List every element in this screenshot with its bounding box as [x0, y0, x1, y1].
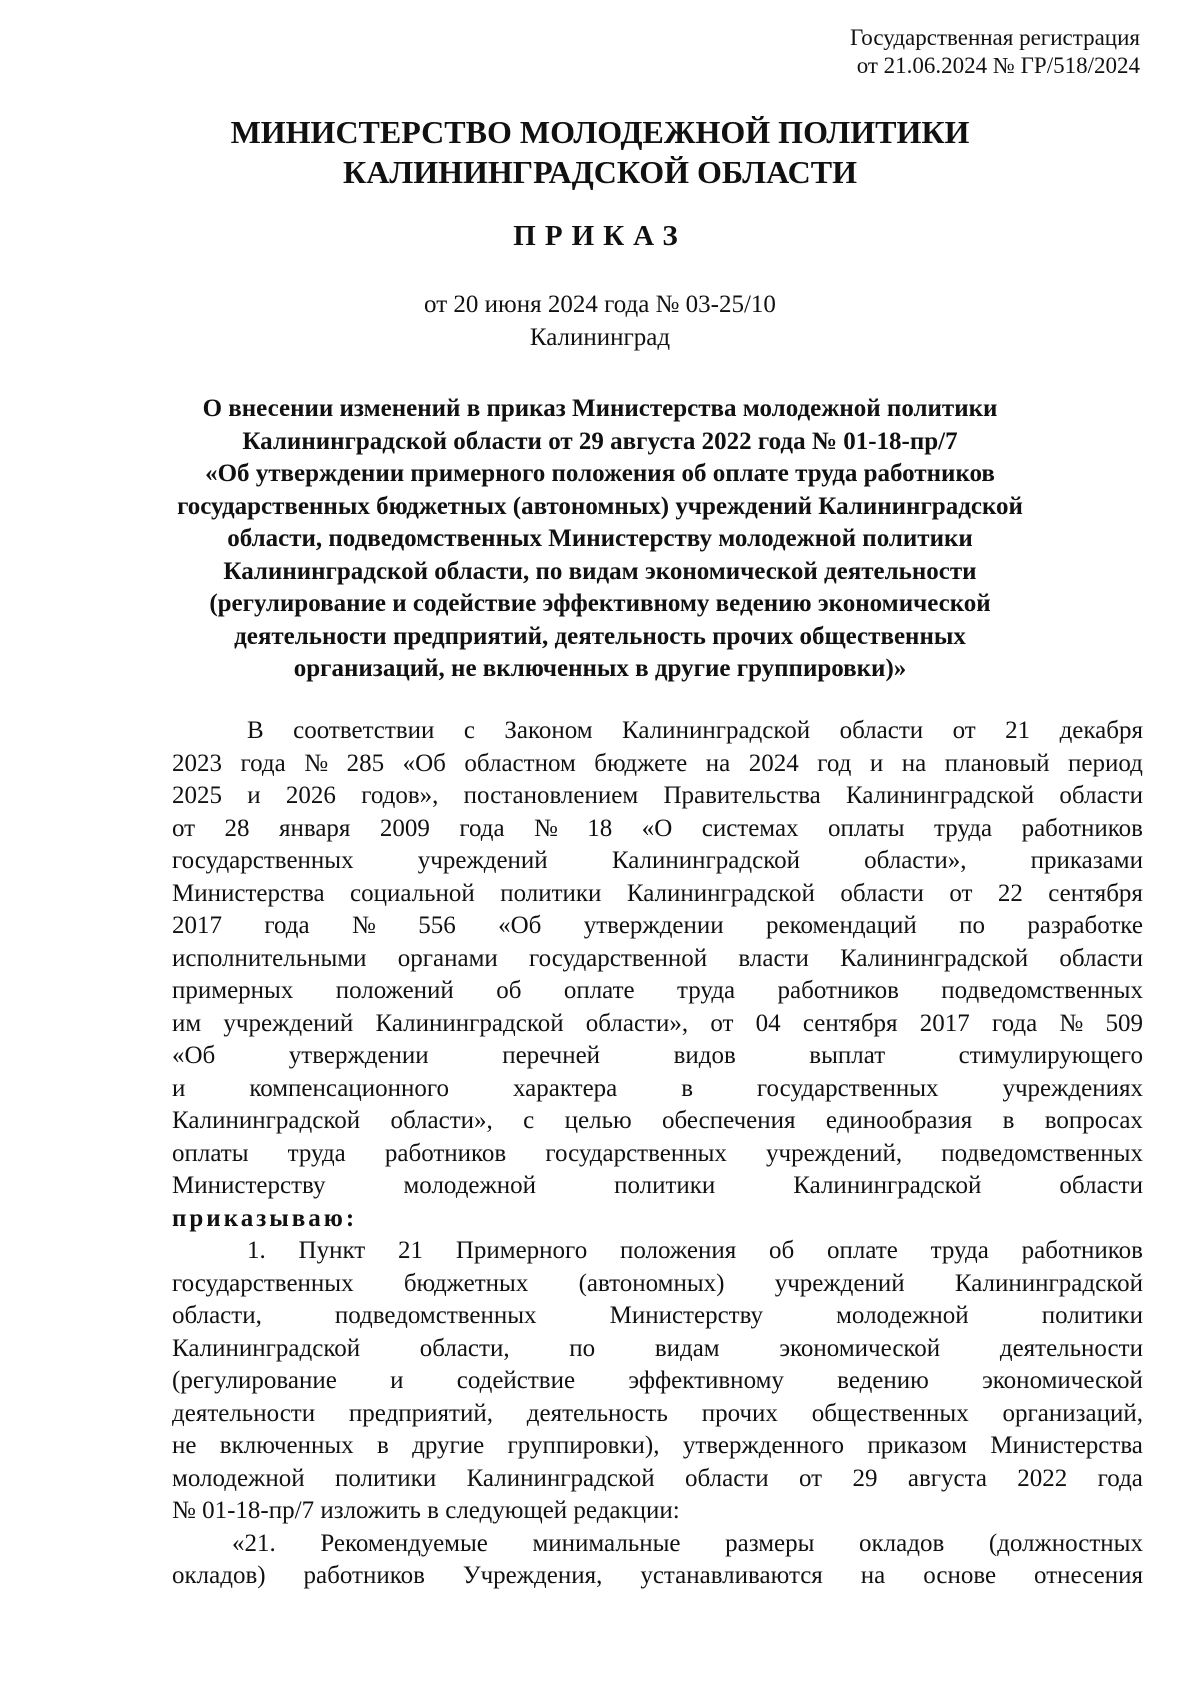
word: от — [952, 717, 976, 744]
word: Правительства — [663, 782, 821, 809]
word: единообразия — [825, 1107, 973, 1134]
text-line — [172, 1008, 1143, 1041]
word: содействие — [456, 1367, 576, 1394]
word: размеры — [725, 1529, 815, 1557]
word: января — [278, 814, 351, 842]
word: года — [459, 814, 505, 842]
word: работников — [303, 1562, 425, 1589]
word: Калининградской — [840, 944, 1029, 972]
word: не — [172, 1432, 197, 1459]
word: года — [240, 749, 286, 777]
word: годов», — [361, 782, 439, 809]
word: подведомственных — [941, 1139, 1143, 1167]
word: учреждений — [774, 1269, 905, 1297]
word: приказом — [867, 1432, 968, 1459]
word: на — [705, 749, 731, 777]
word: от — [710, 1009, 734, 1037]
registration-stamp — [850, 24, 1140, 80]
word: (автономных) — [578, 1269, 725, 1297]
word: Калининградской — [626, 879, 815, 907]
word: включенных — [219, 1432, 354, 1459]
word: области, — [172, 1302, 262, 1329]
subject-line: Калининградской области от 29 августа 2022 года № 01-18-пр/7 — [242, 427, 958, 455]
word: общественных — [811, 1399, 969, 1427]
word: выплат — [809, 1042, 886, 1069]
word: деятельности — [999, 1334, 1143, 1362]
word: оплаты — [828, 814, 905, 842]
word: прочих — [701, 1399, 778, 1427]
word: перечней — [502, 1042, 601, 1069]
text-line — [172, 1463, 1143, 1496]
word: примерных — [172, 977, 294, 1004]
word: работников — [777, 977, 899, 1004]
word: вопросах — [1044, 1107, 1143, 1134]
subject-line: Калининградской области, по видам экономической деятельности — [223, 557, 977, 585]
word: Министерству — [609, 1302, 764, 1329]
order-meta — [0, 288, 1200, 354]
word: государственной — [529, 944, 708, 972]
word: оплате — [827, 1237, 898, 1264]
decree-word: приказываю: — [172, 1204, 358, 1232]
word: государственных — [545, 1139, 727, 1167]
word: 2023 — [172, 749, 222, 777]
text-line — [172, 1040, 1143, 1073]
word: 556 — [418, 912, 456, 939]
text-line — [172, 943, 1143, 976]
text-line — [172, 715, 1143, 748]
word: Калининградской — [375, 1009, 564, 1037]
word: области — [1059, 944, 1143, 972]
word: Учреждения, — [462, 1562, 603, 1589]
word: молодежной — [836, 1302, 969, 1329]
decree-line — [172, 1203, 1143, 1236]
word: Министерства — [990, 1432, 1143, 1459]
word: и — [869, 749, 884, 777]
word: 2025 — [172, 782, 222, 809]
word: соответствии — [293, 717, 435, 744]
word: «Об — [498, 912, 542, 939]
word: Калининградской — [172, 1334, 361, 1362]
word: работников — [1021, 1237, 1143, 1264]
word: года — [264, 912, 310, 939]
word: года — [1097, 1464, 1143, 1492]
word: 285 — [346, 749, 385, 777]
word: государственных — [172, 1269, 354, 1297]
word: об — [769, 1237, 795, 1264]
text-line — [172, 1528, 1143, 1561]
word: эффективному — [628, 1367, 784, 1394]
word: окладов) — [172, 1562, 266, 1589]
word: В — [247, 717, 264, 744]
word: по — [569, 1334, 596, 1362]
word: утверждении — [583, 912, 724, 939]
word: Калининградской — [622, 717, 811, 744]
word: Министерству — [172, 1172, 326, 1199]
word: «Об — [402, 749, 446, 777]
word: на — [860, 1562, 886, 1589]
text-line — [172, 1365, 1143, 1398]
word: разработке — [1027, 912, 1143, 939]
word: предприятий, — [348, 1399, 493, 1427]
word: утверждении — [288, 1042, 429, 1069]
text-line — [172, 1105, 1143, 1138]
word: характера — [512, 1074, 618, 1102]
word: экономической — [779, 1334, 941, 1362]
subject-line: организаций, не включенных в другие группировки)» — [293, 655, 907, 682]
text-line — [172, 1138, 1143, 1171]
word: 21 — [398, 1237, 424, 1264]
word: области», — [390, 1107, 493, 1134]
word: Калининградской — [954, 1269, 1143, 1297]
word: 2009 — [379, 814, 430, 842]
text-line — [172, 1430, 1143, 1463]
word: труда — [677, 977, 736, 1004]
word: «Об — [172, 1042, 216, 1069]
order-body — [172, 715, 1143, 1593]
word: им — [172, 1009, 202, 1037]
word: области, — [419, 1334, 510, 1362]
word: труда — [287, 1139, 346, 1167]
word: № — [533, 814, 558, 842]
text-line — [172, 878, 1143, 911]
word: Калининградской — [846, 782, 1035, 809]
subject-line: (регулирование и содействие эффективному ведению экономической — [209, 590, 991, 617]
word: учреждений — [417, 847, 548, 874]
word: сентября — [1048, 879, 1143, 907]
word: видов — [673, 1042, 736, 1069]
word: целью — [564, 1107, 632, 1134]
word: года — [991, 1009, 1038, 1037]
word: государственных — [756, 1074, 939, 1102]
word: основе — [923, 1562, 997, 1589]
word: № — [304, 749, 329, 777]
text-line — [172, 1073, 1143, 1106]
word: учреждений, — [766, 1139, 903, 1167]
order-subject — [100, 393, 1100, 686]
subject-line: области, подведомственных Министерству молодежной политики — [227, 525, 973, 552]
word: оплаты — [172, 1139, 249, 1167]
word: деятельность — [526, 1399, 668, 1427]
word: органами — [397, 944, 498, 972]
word: 2024 — [748, 749, 799, 777]
word: оплате — [563, 977, 635, 1004]
subject-line: государственных бюджетных (автономных) учреждений Калининградской — [177, 492, 1023, 520]
word: (регулирование — [172, 1367, 337, 1394]
text-line — [172, 1333, 1143, 1366]
word: стимулирующего — [958, 1042, 1143, 1069]
word: политики — [614, 1172, 716, 1199]
word: декабря — [1059, 717, 1143, 744]
word: области — [1059, 782, 1143, 809]
registration-line-2: от 21.06.2024 № ГР/518/2024 — [856, 53, 1140, 78]
word: областном — [464, 749, 576, 777]
text-line — [172, 975, 1143, 1008]
word: бюджете — [594, 749, 688, 777]
ministry-title-line-2: КАЛИНИНГРАДСКОЙ ОБЛАСТИ — [343, 154, 857, 190]
word: об — [496, 977, 522, 1004]
word: утвержденного — [682, 1432, 844, 1459]
word: ведению — [837, 1367, 929, 1394]
word: политики — [500, 879, 602, 907]
order-date: от 20 июня 2024 года № 03-25/10 — [424, 291, 776, 318]
word: 2026 — [285, 782, 336, 809]
word: по — [959, 912, 986, 939]
ministry-title-line-1: МИНИСТЕРСТВО МОЛОДЕЖНОЙ ПОЛИТИКИ — [230, 114, 970, 150]
word: политики — [334, 1464, 437, 1492]
word: работников — [384, 1139, 507, 1167]
word: Калининградской — [172, 1107, 361, 1134]
word: Примерного — [455, 1237, 588, 1264]
word: молодежной — [403, 1172, 537, 1199]
word: обеспечения — [662, 1107, 796, 1134]
text-line — [172, 748, 1143, 781]
text-line — [172, 910, 1143, 943]
word: учреждений — [223, 1009, 354, 1037]
word: государственных — [172, 847, 354, 874]
word: Законом — [504, 717, 593, 744]
word: 04 — [755, 1009, 781, 1037]
word: от — [949, 879, 973, 907]
word: 21 — [1005, 717, 1031, 744]
text-line — [172, 1398, 1143, 1431]
word: 28 — [224, 814, 250, 842]
word: с — [463, 717, 475, 744]
word: политики — [1041, 1302, 1143, 1329]
text-line — [172, 1300, 1143, 1333]
word: другие — [412, 1432, 485, 1459]
word: с — [523, 1107, 535, 1134]
word: положений — [335, 977, 454, 1004]
word: от — [798, 1464, 823, 1492]
word: рекомендаций — [766, 912, 917, 939]
word: группировки), — [507, 1432, 660, 1459]
word: в — [1002, 1107, 1015, 1134]
word: 18 — [587, 814, 613, 842]
word: Калининградской — [793, 1172, 982, 1199]
word: Калининградской — [611, 847, 800, 874]
word: 29 — [852, 1464, 878, 1492]
word: видам — [654, 1334, 720, 1362]
text-line — [172, 1495, 1143, 1528]
word: Рекомендуемые — [320, 1529, 488, 1557]
word: власти — [738, 944, 809, 972]
word: постановлением — [463, 782, 639, 809]
word: № — [351, 912, 376, 939]
text-line — [172, 845, 1143, 878]
order-heading: ПРИКАЗ — [513, 220, 687, 252]
word: подведомственных — [941, 977, 1143, 1004]
word: 22 — [997, 879, 1023, 907]
subject-line: «Об утверждении примерного положения об оплате труда работников — [205, 460, 995, 487]
word: области», — [864, 847, 967, 874]
word: и — [390, 1367, 404, 1394]
word: 509 — [1105, 1009, 1143, 1037]
word: области — [839, 717, 924, 744]
word: Министерства — [172, 879, 325, 907]
word: экономической — [982, 1367, 1143, 1394]
registration-line-1: Государственная регистрация — [850, 25, 1140, 50]
word: компенсационного — [249, 1074, 450, 1102]
word: от — [172, 814, 196, 842]
text-line — [172, 780, 1143, 813]
word: период — [1068, 749, 1143, 777]
subject-line: деятельности предприятий, деятельность прочих общественных — [234, 622, 966, 650]
word: труда — [930, 1237, 989, 1264]
ministry-title — [0, 112, 1200, 192]
word: 2017 — [172, 912, 222, 939]
word: области — [685, 1464, 769, 1492]
word: отнесения — [1034, 1562, 1143, 1589]
word: учреждениях — [1002, 1074, 1143, 1102]
word: 2022 — [1017, 1464, 1068, 1492]
word: исполнительными — [172, 944, 367, 972]
item1-last-line: № 01-18-пр/7 изложить в следующей редакции: — [172, 1497, 680, 1524]
order-city: Калининград — [529, 324, 671, 351]
word: в — [681, 1074, 693, 1102]
word: бюджетных — [403, 1269, 529, 1297]
word: год — [817, 749, 852, 777]
word: области», — [585, 1009, 689, 1037]
word: области — [840, 879, 924, 907]
word: устанавливаются — [640, 1562, 823, 1589]
word: 2017 — [919, 1009, 970, 1037]
text-line — [172, 1170, 1143, 1203]
word: плановый — [944, 749, 1050, 777]
text-line — [172, 1235, 1143, 1268]
word: № — [1059, 1009, 1084, 1037]
word: и — [172, 1074, 186, 1102]
word: минимальные — [532, 1529, 681, 1557]
word: подведомственных — [334, 1302, 537, 1329]
word: 1. — [247, 1237, 266, 1264]
word: окладов — [859, 1529, 945, 1557]
word: работников — [1021, 814, 1143, 842]
text-line — [172, 1268, 1143, 1301]
word: «21. — [232, 1529, 276, 1557]
word: организаций, — [1002, 1399, 1143, 1427]
word: социальной — [349, 879, 475, 907]
word: «О — [641, 814, 673, 842]
word: (должностных — [988, 1529, 1143, 1557]
text-line — [172, 813, 1143, 846]
word: и — [247, 782, 261, 809]
word: приказами — [1030, 847, 1143, 874]
word: сентября — [802, 1009, 898, 1037]
word: области — [1059, 1172, 1143, 1199]
word: августа — [907, 1464, 987, 1492]
word: Калининградской — [466, 1464, 655, 1492]
word: Пункт — [298, 1237, 366, 1264]
text-line — [172, 1560, 1143, 1593]
word: труда — [933, 814, 993, 842]
word: молодежной — [172, 1464, 305, 1492]
word: системах — [701, 814, 799, 842]
subject-line: О внесении изменений в приказ Министерства молодежной политики — [202, 395, 998, 422]
word: в — [376, 1432, 389, 1459]
word: деятельности — [172, 1399, 316, 1427]
word: на — [901, 749, 927, 777]
word: положения — [620, 1237, 737, 1264]
